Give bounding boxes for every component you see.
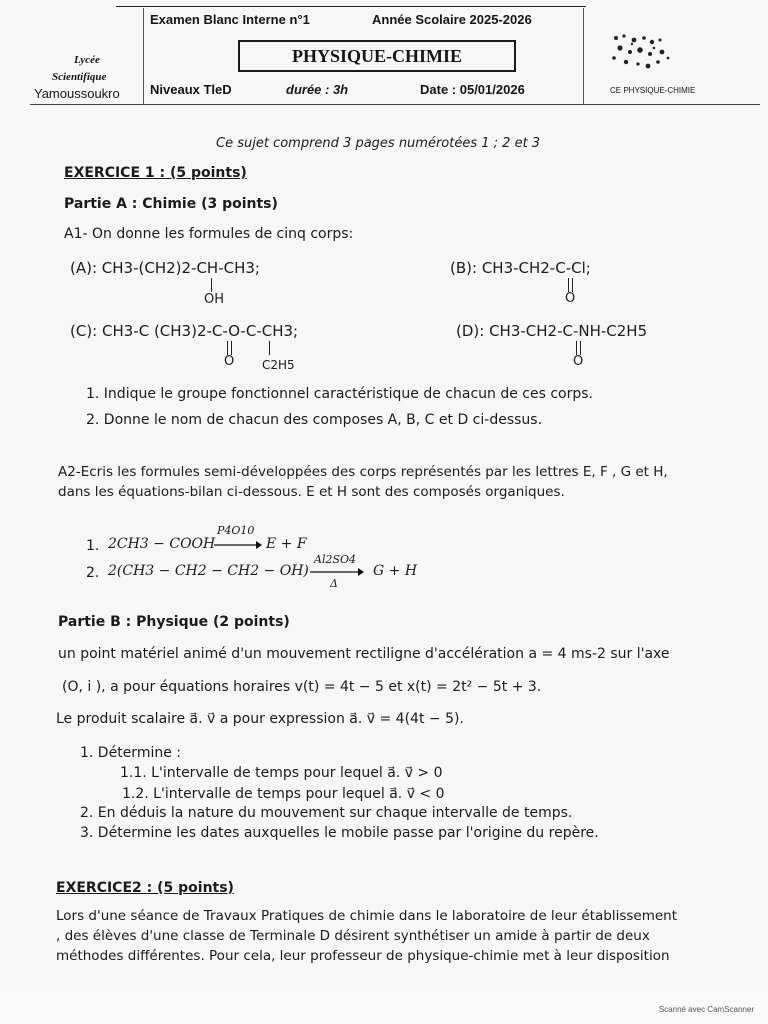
ex2-line-2: , des élèves d'une classe de Terminale D désirent synthétiser un amide à partir de deux [56, 928, 650, 944]
ex1-title [64, 165, 247, 181]
formula-D: (D): CH3-CH2-C-NH-C2H5 [456, 322, 648, 340]
formula-C-bond-1 [227, 341, 228, 355]
ex1-title-text: EXERCICE 1 : (5 points) [64, 165, 247, 181]
partB-question-1-1: 1.1. L'intervalle de temps pour lequel a⃗. v⃗ > 0 [120, 765, 443, 781]
level: Niveaux TleD [150, 82, 232, 97]
partB-question-2: 2. En déduis la nature du mouvement sur chaque intervalle de temps. [80, 805, 573, 821]
eq1-products: E + F [266, 536, 307, 552]
ex2-line-3: méthodes différentes. Pour cela, leur professeur de physique-chimie met à leur disposition [56, 948, 670, 964]
header-divider-right [583, 8, 584, 104]
duration: durée : 3h [286, 82, 349, 97]
formula-B-bond-2 [572, 278, 573, 292]
a2-line-2: dans les équations-bilan ci-dessous. E et H sont des composés organiques. [58, 484, 565, 500]
eq1-arrow-icon [214, 540, 262, 550]
partB-line-3: Le produit scalaire a⃗. v⃗ a pour expression a⃗. v⃗ = 4(4t − 5). [56, 711, 464, 727]
school-name-line1: Lycée [74, 54, 100, 66]
formula-B-sub: O [565, 291, 576, 306]
formula-B: (B): CH3-CH2-C-Cl; [450, 259, 591, 277]
partB-title: Partie B : Physique (2 points) [58, 614, 290, 630]
eq2-arrow-icon [310, 567, 364, 577]
exam-date: Date : 05/01/2026 [420, 82, 525, 97]
a1-question-2: 2. Donne le nom de chacun des composes A, B, C et D ci-dessus. [86, 412, 543, 428]
eq2-products: G + H [373, 563, 418, 579]
partA-title: Partie A : Chimie (3 points) [64, 196, 278, 212]
formula-A-bond [211, 278, 212, 292]
partB-question-3: 3. Détermine les dates auxquelles le mobile passe par l'origine du repère. [80, 825, 599, 841]
formula-C-bond-3 [269, 341, 270, 355]
formula-C-sub1: O [224, 354, 235, 369]
scan-margin [0, 992, 768, 1024]
department-logo-icon [604, 32, 674, 82]
scanner-watermark: Scanné avec CamScanner [658, 1005, 754, 1014]
partB-question-1-2: 1.2. L'intervalle de temps pour lequel a⃗. v⃗ < 0 [122, 786, 445, 802]
header-bottom-rule [30, 104, 760, 105]
school-year: Année Scolaire 2025-2026 [372, 12, 532, 27]
eq1-reactants: 2CH3 − COOH [108, 536, 216, 552]
ex2-title-text: EXERCICE2 : (5 points) [56, 880, 234, 896]
eq2-condition: Δ [330, 577, 338, 590]
a2-line-1: A2-Ecris les formules semi-développées des corps représentés par les lettres E, F , G et H, [58, 464, 668, 480]
formula-C-bond-2 [231, 341, 232, 355]
formula-B-bond-1 [568, 278, 569, 292]
school-city: Yamoussoukro [34, 86, 120, 101]
eq2-catalyst: Al2SO4 [314, 553, 357, 566]
formula-C: (C): CH3-C (CH3)2-C-O-C-CH3; [70, 322, 299, 340]
formula-A-sub: OH [204, 292, 225, 307]
formula-A: (A): CH3-(CH2)2-CH-CH3; [70, 259, 260, 277]
exam-title: Examen Blanc Interne n°1 [150, 12, 310, 27]
formula-C-sub2: C2H5 [262, 358, 295, 372]
formula-D-sub: O [573, 354, 584, 369]
intro-text: Ce sujet comprend 3 pages numérotées 1 ; 2 et 3 [216, 136, 541, 151]
a1-text: A1- On donne les formules de cinq corps: [64, 226, 354, 242]
header-top-rule [116, 6, 586, 7]
ex2-line-1: Lors d'une séance de Travaux Pratiques de chimie dans le laboratoire de leur établissement [56, 908, 678, 924]
eq1-number: 1. [86, 538, 100, 554]
header-divider-left [143, 8, 144, 104]
partB-line-1: un point matériel animé d'un mouvement rectiligne d'accélération a = 4 ms-2 sur l'axe [58, 646, 670, 662]
a1-question-1: 1. Indique le groupe fonctionnel caractéristique de chacun de ces corps. [86, 386, 593, 402]
eq2-number: 2. [86, 565, 100, 581]
subject-title: PHYSIQUE-CHIMIE [238, 40, 516, 72]
eq1-catalyst: P4O10 [217, 524, 255, 537]
school-name-line2: Scientifique [52, 71, 107, 83]
formula-D-bond-1 [576, 341, 577, 355]
partB-line-2: (O, i ), a pour équations horaires v(t) = 4t − 5 et x(t) = 2t² − 5t + 3. [62, 679, 542, 695]
department-name: CE PHYSIQUE-CHIMIE [610, 86, 696, 95]
partB-question-1: 1. Détermine : [80, 745, 181, 761]
eq2-reactants: 2(CH3 − CH2 − CH2 − OH) [108, 563, 309, 579]
formula-D-bond-2 [580, 341, 581, 355]
ex2-title [56, 880, 234, 896]
